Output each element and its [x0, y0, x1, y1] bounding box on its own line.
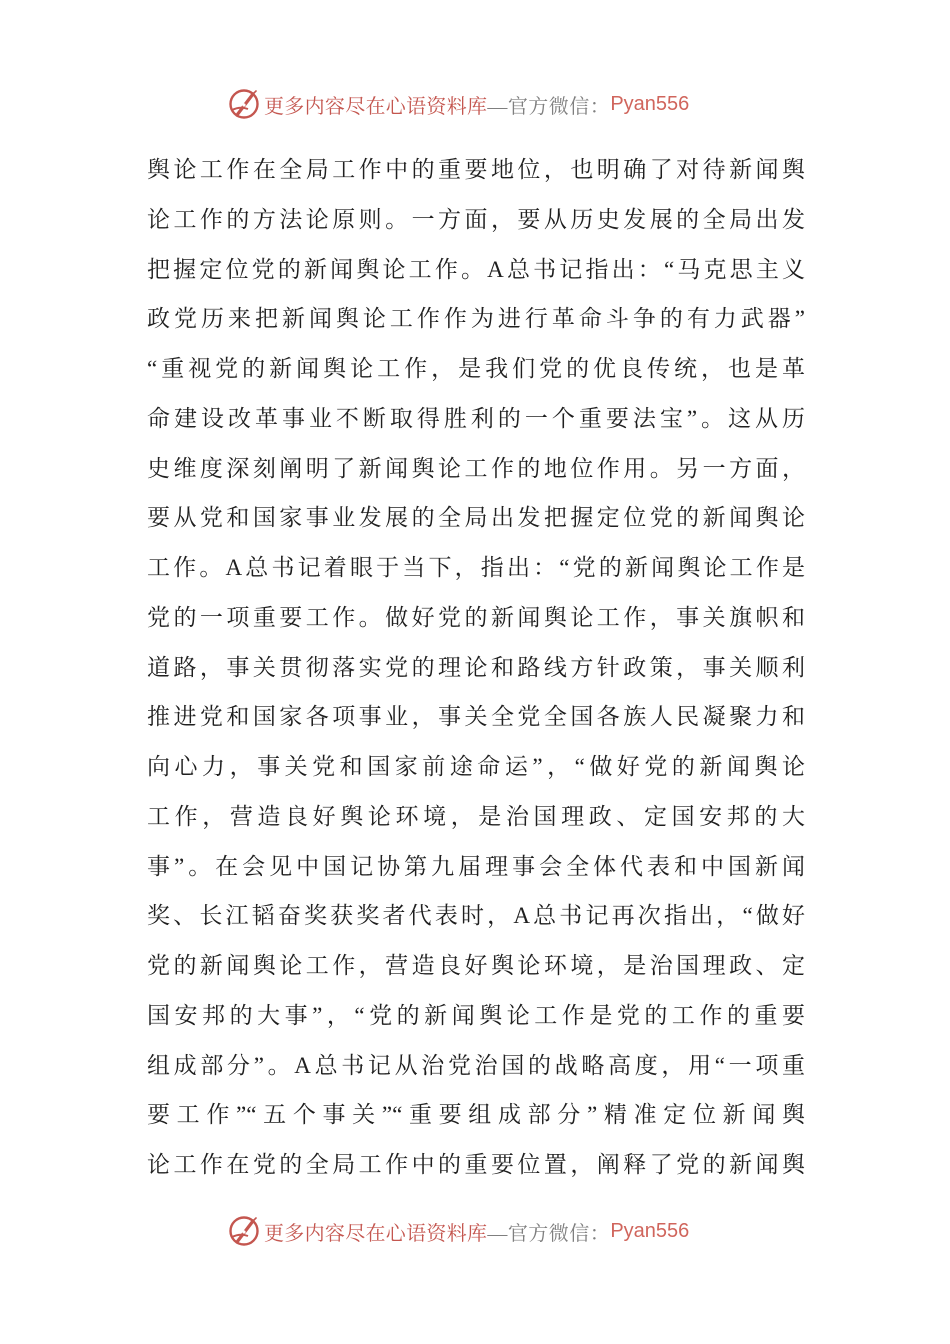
- text-line: 史维度深刻阐明了新闻舆论工作的地位作用。另一方面，: [147, 455, 805, 481]
- pen-circle-icon: [226, 86, 262, 122]
- text-line: 命建设改革事业不断取得胜利的一个重要法宝”。这从历: [147, 405, 805, 431]
- text-line: 把握定位党的新闻舆论工作。A总书记指出：“马克思主义: [147, 256, 805, 282]
- text-line: 道路，事关贯彻落实党的理论和路线方针政策，事关顺利: [147, 654, 805, 680]
- brand-text: 更多内容尽在心语资料库: [264, 1222, 488, 1245]
- text-line: 论工作的方法论原则。一方面，要从历史发展的全局出发: [147, 206, 805, 232]
- footer-banner: [226, 1213, 689, 1249]
- text-line: 政党历来把新闻舆论工作作为进行革命斗争的有力武器”: [147, 306, 805, 332]
- wechat-label: —官方微信：: [487, 1222, 611, 1245]
- text-line: 推进党和国家各项事业，事关全党全国各族人民凝聚力和: [147, 704, 805, 730]
- wechat-label: —官方微信：: [487, 95, 611, 118]
- text-line: “重视党的新闻舆论工作，是我们党的优良传统，也是革: [147, 356, 805, 381]
- text-line: 工作。A总书记着眼于当下，指出：“党的新闻舆论工作是: [147, 555, 805, 580]
- text-line: 奖、长江韬奋奖获奖者代表时，A总书记再次指出，“做好: [147, 903, 805, 929]
- text-line: 舆论工作在全局工作中的重要地位，也明确了对待新闻舆: [147, 157, 805, 182]
- wechat-id: Pyan556: [610, 1219, 690, 1242]
- text-line: 要从党和国家事业发展的全局出发把握定位党的新闻舆论: [147, 505, 805, 531]
- brand-text: 更多内容尽在心语资料库: [264, 95, 488, 118]
- text-line: 党的新闻舆论工作，营造良好舆论环境，是治国理政、定: [147, 953, 805, 978]
- pen-circle-icon: [226, 1213, 262, 1249]
- header-banner: [226, 86, 689, 122]
- text-line: 党的一项重要工作。做好党的新闻舆论工作，事关旗帜和: [147, 604, 805, 630]
- text-line: 国安邦的大事”，“党的新闻舆论工作是党的工作的重要: [147, 1002, 805, 1028]
- text-line: 工作，营造良好舆论环境，是治国理政、定国安邦的大: [147, 803, 805, 829]
- text-line: 向心力，事关党和国家前途命运”，“做好党的新闻舆论: [147, 754, 805, 779]
- text-line: 组成部分”。A总书记从治党治国的战略高度，用“一项重: [147, 1052, 805, 1078]
- text-line: 论工作在党的全局工作中的重要位置，阐释了党的新闻舆: [147, 1152, 805, 1177]
- text-line: 要工作”“五个事关”“重要组成部分”精准定位新闻舆: [147, 1102, 805, 1128]
- article-body: [147, 145, 805, 1190]
- text-line: 事”。在会见中国记协第九届理事会全体代表和中国新闻: [147, 853, 805, 879]
- wechat-id: Pyan556: [610, 92, 690, 115]
